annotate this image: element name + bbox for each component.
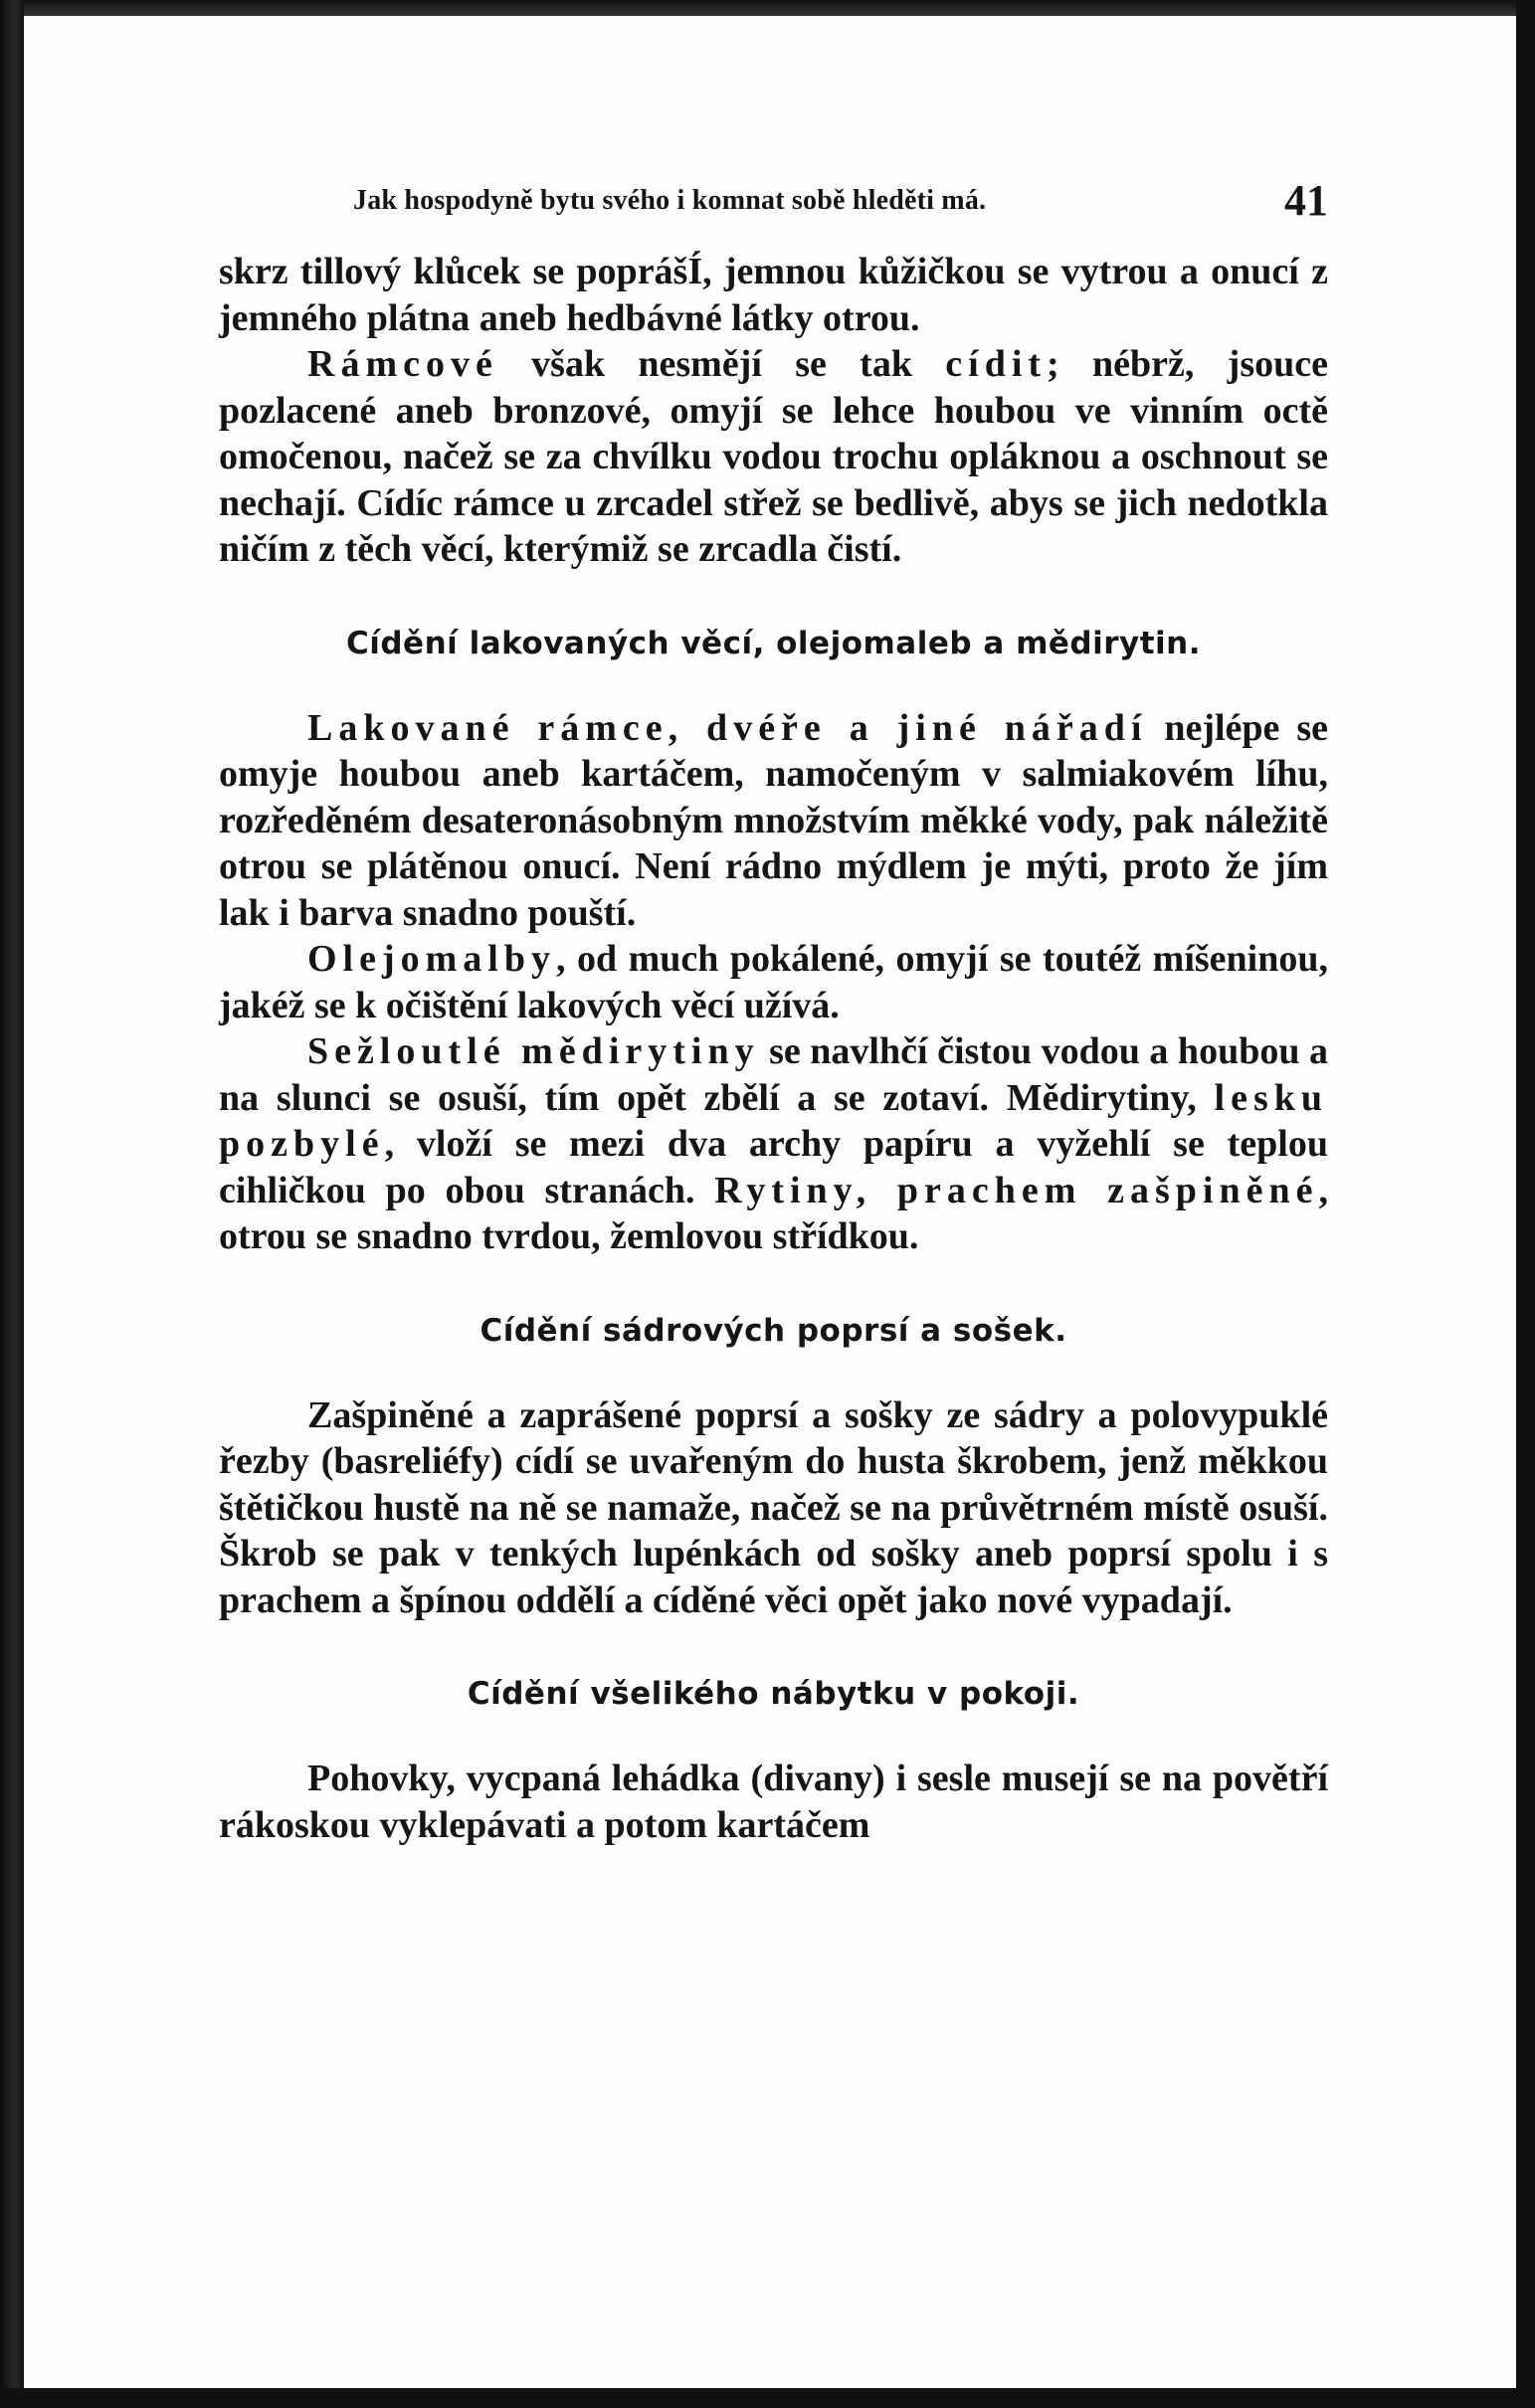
book-page [219, 176, 1328, 1848]
paragraph-text: se navlhčí čistou vodou a houbou a na slunci se osuší, tím opět zbělí a se zotaví. Mědirytiny, [219, 1030, 1328, 1119]
spaced-term: lesku pozbylé [219, 1076, 1328, 1165]
paragraph-text: , od much pokálené, omyjí se toutéž míšeninou, jakéž se k očištění lakových věcí užívá. [219, 938, 1328, 1026]
paragraph-continuation: skrz tillový klůcek se poprášÍ, jemnou kůžičkou se vytrou a onucí z jemného plátna aneb hedbávné látky otrou. [219, 251, 1328, 339]
paragraph-furniture: Pohovky, vycpaná lehádka (divany) i sesle musejí se na povětří rákoskou vyklepávati a potom kartáčem [219, 1758, 1328, 1846]
section-heading-furniture: Cídění všelikého nábytku v pokoji. [467, 1676, 1080, 1712]
section-heading-plaster: Cídění sádrových poprsí a sošek. [480, 1312, 1067, 1349]
paragraph-plaster: Zašpiněné a zaprášené poprsí a sošky ze sádry a polovypuklé řezby (basreliéfy) cídí se uvařeným do husta škrobem, jenž měkkou štětičkou hustě na ně se namaže, načež se na průvětrném místě osuší. Škrob se pak v tenkých lupénkách od sošky aneb poprsí spolu i s prachem a špínou oddělí a cíděné věci opět jako nové vypadají. [219, 1393, 1328, 1621]
paragraph-oil-paintings [219, 936, 1328, 1028]
section-heading-lacquer: Cídění lakovaných věcí, olejomaleb a mědirytin. [345, 625, 1202, 661]
spaced-term: Sežloutlé mědirytiny [307, 1030, 760, 1072]
scan-right-edge [1516, 0, 1535, 2408]
spaced-term: Rytiny, prachem zašpiněné [714, 1169, 1319, 1211]
spaced-term: Lakované rámce, dvéře a jiné nářadí [307, 706, 1148, 749]
paragraph-text: ; nébrž, jsouce pozlacené aneb bronzové, omyjí se lehce houbou ve vinním octě omočenou, načež se za chvílku vodou trochu opláknou a oschnout se nechají. Cídíc rámce u zrcadel střež se bedlivě, abys se jich nedotkla ničím z těch věcí, kterýmiž se zrcadla čistí. [219, 343, 1328, 570]
scan-bottom-edge [0, 2388, 1535, 2408]
spaced-term: cídit [945, 343, 1048, 385]
scan-top-edge [0, 0, 1535, 16]
running-title: Jak hospodyně bytu svého i komnat sobě hleděti má. [353, 185, 987, 216]
paragraph-text: však nesmějí se tak [497, 343, 946, 385]
spaced-term: Olejomalby [307, 938, 556, 980]
paragraph-lacquered [219, 705, 1328, 937]
running-header [219, 176, 1328, 239]
paragraph-frames [219, 341, 1328, 573]
paragraph-text: nejlépe se omyje houbou aneb kartáčem, namočeným v salmiakovém líhu, rozředěném desateronásobným množstvím měkké vody, pak náležitě otrou se plátěnou onucí. Není rádno mýdlem je mýti, proto že jím lak i barva snadno pouští. [219, 706, 1328, 934]
spaced-term: Rámcové [307, 343, 498, 385]
page-number: 41 [1284, 176, 1328, 225]
book-spine-shadow [0, 0, 24, 2408]
paragraph-text: , vloží se mezi dva archy papíru a vyžehlí se teplou cihličkou po obou stranách. [219, 1123, 1328, 1211]
paragraph-text: , otrou se snadno tvrdou, žemlovou střídkou. [219, 1169, 1328, 1257]
paragraph-engravings [219, 1028, 1328, 1260]
